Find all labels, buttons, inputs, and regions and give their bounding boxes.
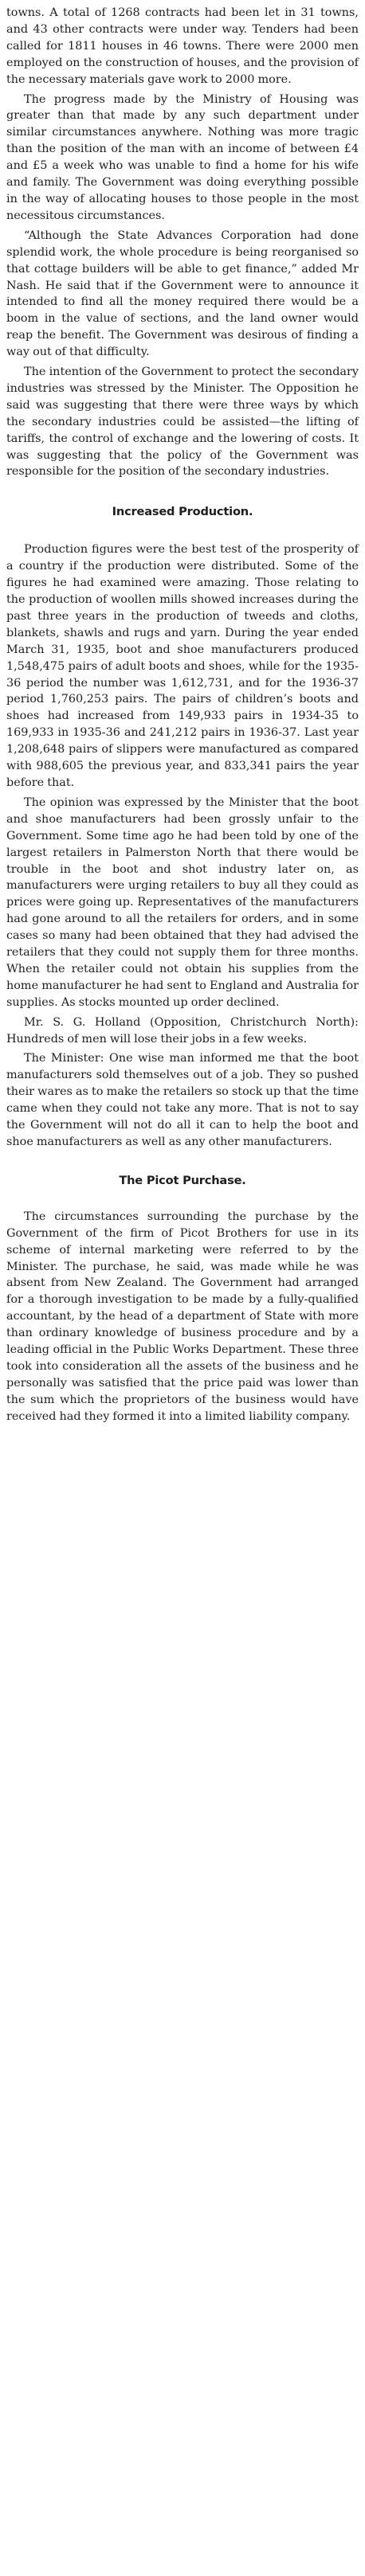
article-paragraph: The circumstances surrounding the purchase by the Government of the firm of Picot Brothers for use in its scheme of internal marketing were referred to by the Minister. The purchase, he said, was made while he was absent from New Zealand. The Government had arranged for a thorough investigation to be made by a fully-qualified accountant, by the head of a department of State with more than ordinary knowledge of business procedure and by a leading official in the Public Works Department. These three took into consideration all the assets of the business and he personally was satisfied that the price paid was lower than the sum which the proprietors of the business would have received had they formed it into a limited liability company. — [6, 1210, 359, 1423]
article-paragraph: towns. A total of 1268 contracts had been let in 31 towns, and 43 other contracts were under way. Tenders had been called for 1811 houses in 46 towns. There were 2000 men employed on the construction of houses, and the provision of the necessary materials gave work to 2000 more. — [6, 6, 359, 86]
article-paragraph: Production figures were the best test of the prosperity of a country if the production were distributed. Some of the figures he had examined were amazing. Those relating to the production of woollen mills showed increases during the past three years in the production of tweeds and cloths, blankets, shawls and rugs and yarn. During the year ended March 31, 1935, boot and shoe manufacturers produced 1,548,475 pairs of adult boots and shoes, while for the 1935-36 period the number was 1,612,731, and for the 1936-37 period 1,760,253 pairs. The pairs of children’s boots and shoes had increased from 149,933 pairs in 1934-35 to 169,933 in 1935-36 and 241,212 pairs in 1936-37. Last year 1,208,648 pairs of slippers were manufactured as compared with 988,605 the previous year, and 833,341 pairs the year before that. — [6, 543, 359, 789]
section-heading-picot-purchase: The Picot Purchase. — [119, 1173, 246, 1187]
article-paragraph: Mr. S. G. Holland (Opposition, Christchurch North): Hundreds of men will lose their jobs in a few weeks. — [6, 1015, 359, 1046]
section-heading-increased-production: Increased Production. — [112, 505, 253, 519]
newspaper-column — [6, 5, 359, 1425]
article-paragraph: “Although the State Advances Corporation had done splendid work, the whole procedure is being reorganised so that cottage builders will be able to get finance,” added Mr Nash. He said that if the Government were to announce it intended to find all the money required there would be a boom in the value of sections, and the land owner would reap the benefit. The Government was desirous of finding a way out of that difficulty. — [6, 229, 359, 359]
article-paragraph: The Minister: One wise man informed me that the boot manufacturers sold themselves out of a job. They so pushed their wares as to make the retailers so stock up that the time came when they could not take any more. That is not to say the Government will not do all it can to help the boot and shoe manufacturers as well as any other manufacturers. — [6, 1052, 359, 1148]
article-paragraph: The progress made by the Ministry of Housing was greater than that made by any such department under similar circumstances anywhere. Nothing was more tragic than the position of the man with an income of between £4 and £5 a week who was unable to find a home for his wife and family. The Government was doing everything possible in the way of allocating houses to those people in the most necessitous circumstances. — [6, 92, 359, 222]
article-paragraph: The opinion was expressed by the Minister that the boot and shoe manufacturers had been grossly unfair to the Government. Some time ago he had been told by one of the largest retailers in Palmerston North that there would be trouble in the boot and shot industry later on, as manufacturers were urging retailers to buy all they could as prices were going up. Representatives of the manufacturers had gone around to all the retailers for orders, and in some cases so many had been obtained that they had advised the retailers that they could not supply them for three months. When the retailer could not obtain his supplies from the home manufacturer he had sent to England and Australia for supplies. As stocks mounted up order declined. — [6, 795, 359, 1009]
article-paragraph: The intention of the Government to protect the secondary industries was stressed by the Minister. The Opposition he said was suggesting that there were three ways by which the secondary industries could be assisted—the lifting of tariffs, the control of exchange and the lowering of costs. It was suggesting that the policy of the Government was responsible for the position of the secondary industries. — [6, 365, 359, 479]
